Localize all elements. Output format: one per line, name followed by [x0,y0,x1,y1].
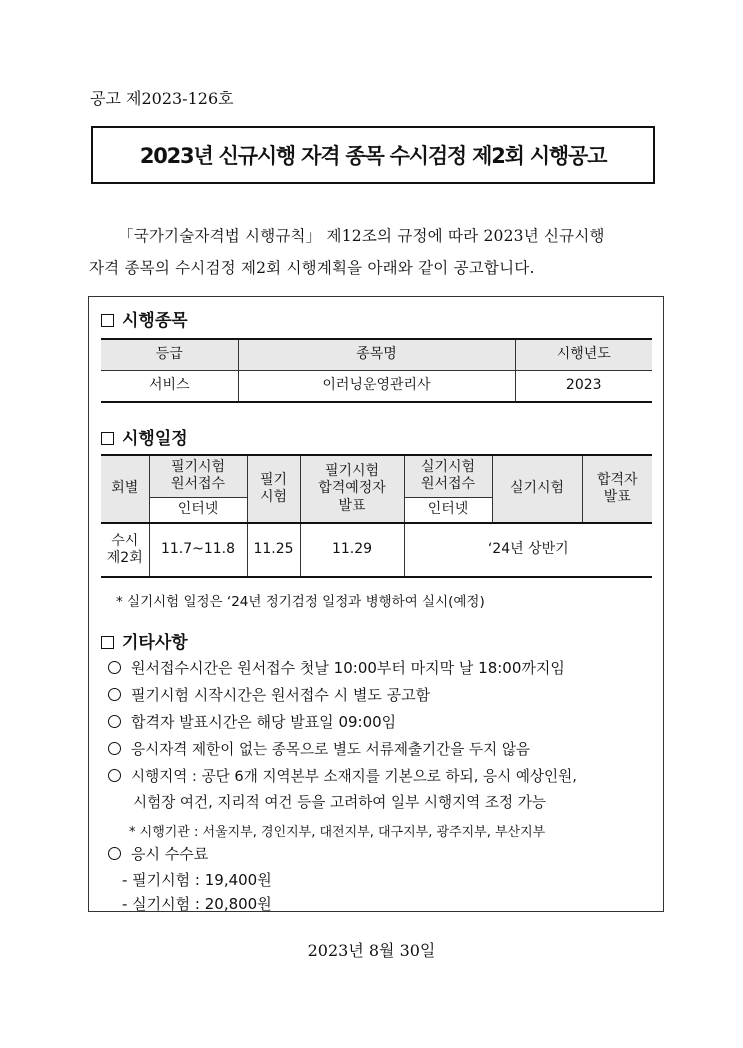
header-written-result: 필기시험 합격예정자 발표 [300,455,404,523]
schedule-table [101,454,652,578]
section-heading-schedule: 시행일정 [101,424,188,449]
cell-written-exam: 11.25 [247,523,300,577]
list-item: 원서접수시간은 원서접수 첫날 10:00부터 마지막 날 18:00까지임 [108,657,565,678]
circle-bullet-icon [108,661,121,674]
fee-practical: - 실기시험 : 20,800원 [122,895,272,913]
header-internet: 인터넷 [149,497,247,523]
header-written-exam: 필기 시험 [247,455,300,523]
notice-number: 공고 제2023-126호 [90,89,234,108]
table-row [101,523,652,577]
schedule-note: * 실기시험 일정은 ‘24년 정기검정 일정과 병행하여 실시(예정) [116,594,485,610]
intro-line-2: 자격 종목의 수시검정 제2회 시행계획을 아래와 같이 공고합니다. [89,259,535,277]
title-box [91,126,655,184]
cell-item-name: 이러닝운영관리사 [238,371,515,403]
table-header-row [101,339,652,371]
circle-bullet-icon [108,742,121,755]
header-year: 시행년도 [515,339,652,371]
notice-date: 2023년 8월 30일 [307,941,436,960]
header-grade: 등급 [101,339,238,371]
header-item-name: 종목명 [238,339,515,371]
list-item-continuation: 시험장 여건, 지리적 여건 등을 고려하여 일부 시행지역 조정 가능 [133,794,546,811]
table-row [101,371,652,403]
list-item: 필기시험 시작시간은 원서접수 시 별도 공고함 [108,684,430,705]
table-header-row [101,455,652,497]
square-bullet-icon [101,314,114,327]
fee-written: - 필기시험 : 19,400원 [122,871,272,889]
items-table [101,338,652,403]
cell-written-result: 11.29 [300,523,404,577]
header-round: 회별 [101,455,149,523]
header-final-result: 합격자 발표 [582,455,652,523]
header-practical-application: 실기시험 원서접수 [404,455,492,497]
circle-bullet-icon [108,769,121,782]
cell-written-application: 11.7~11.8 [149,523,247,577]
list-item-fee: 응시 수수료 [108,843,208,864]
circle-bullet-icon [108,847,121,860]
square-bullet-icon [101,432,114,445]
section-heading-items: 시행종목 [101,306,188,331]
list-item: 시행지역 : 공단 6개 지역본부 소재지를 기본으로 하되, 응시 예상인원, [108,765,577,786]
page-title: 2023년 신규시행 자격 종목 수시검정 제2회 시행공고 [139,144,607,168]
section-heading-misc: 기타사항 [101,628,188,653]
cell-practical-schedule: ‘24년 상반기 [404,523,652,577]
cell-grade: 서비스 [101,371,238,403]
cell-year: 2023 [515,371,652,403]
header-internet: 인터넷 [404,497,492,523]
circle-bullet-icon [108,715,121,728]
square-bullet-icon [101,636,114,649]
agency-note: * 시행기관 : 서울지부, 경인지부, 대전지부, 대구지부, 광주지부, 부산지부 [129,825,546,840]
cell-round: 수시 제2회 [101,523,149,577]
intro-line-1: 「국가기술자격법 시행규칙」 제12조의 규정에 따라 2023년 신규시행 [118,227,605,245]
list-item: 응시자격 제한이 없는 종목으로 별도 서류제출기간을 두지 않음 [108,738,530,759]
header-practical-exam: 실기시험 [492,455,582,523]
header-written-application: 필기시험 원서접수 [149,455,247,497]
list-item: 합격자 발표시간은 해당 발표일 09:00임 [108,711,396,732]
circle-bullet-icon [108,688,121,701]
